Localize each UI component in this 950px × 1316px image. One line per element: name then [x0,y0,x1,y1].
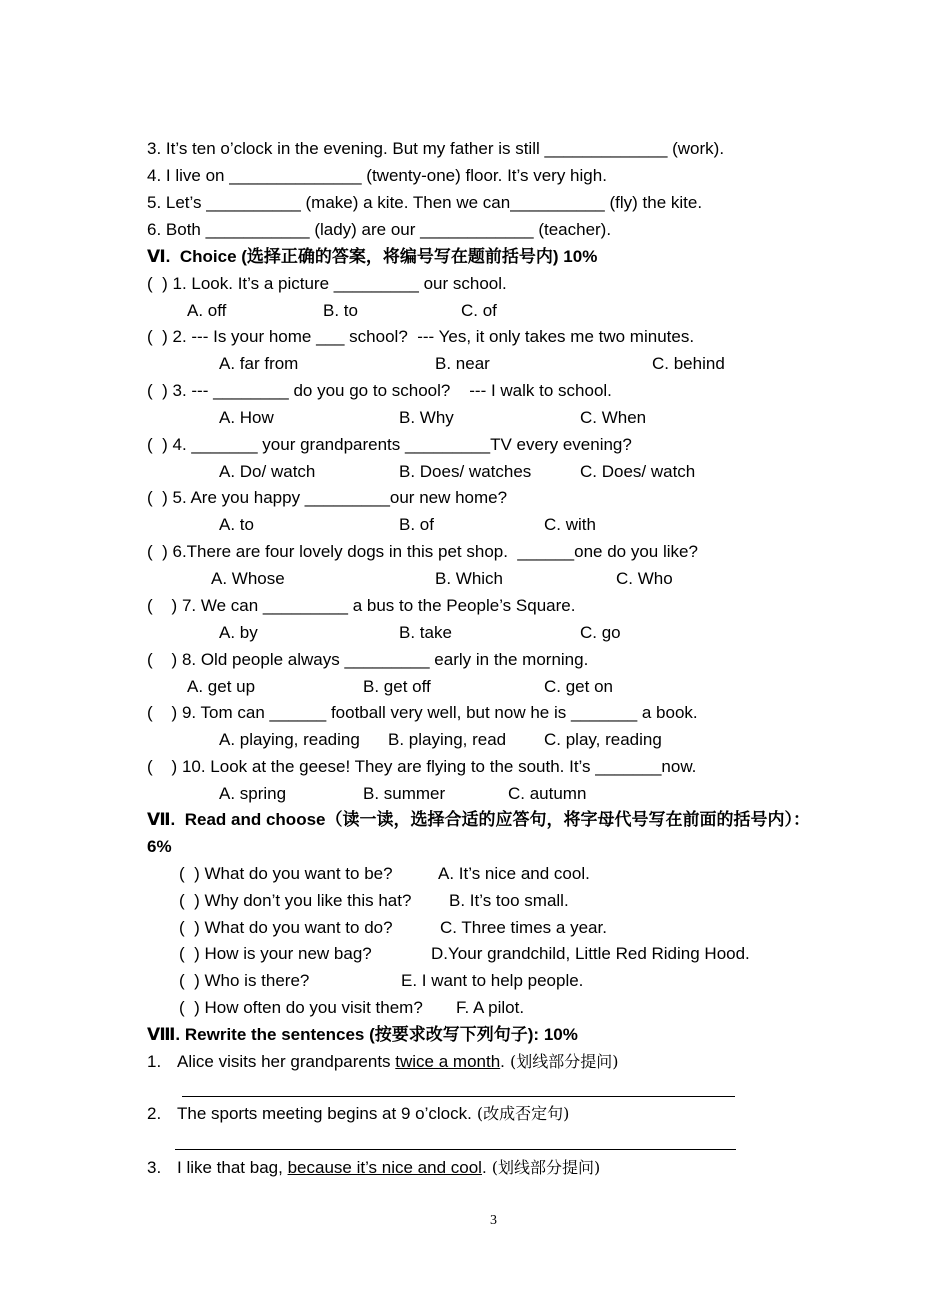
rewrite-number-1: 1. [147,1052,162,1071]
q3-option-a: A. How [219,408,274,427]
match-answer-e: E. I want to help people. [401,971,584,990]
match-answer-d: D.Your grandchild, Little Red Riding Hood. [431,944,750,963]
rewrite-1-text: Alice visits her grandparents [177,1052,396,1071]
q6-option-a: A. Whose [211,569,285,588]
rewrite-1-period: . [500,1052,505,1071]
q6-option-c: C. Who [616,569,673,588]
fill-item-3: 3. It’s ten o’clock in the evening. But my father is still _____________ (work). [147,139,725,158]
fill-item-5: 5. Let’s __________ (make) a kite. Then we can__________ (fly) the kite. [147,193,703,212]
q9-option-b: B. playing, read [388,730,507,749]
match-answer-f: F. A pilot. [456,998,525,1017]
match-answer-a: A. It’s nice and cool. [438,864,590,883]
section6-heading: Ⅵ. Choice (选择正确的答案，将编号写在题前括号内) 10% [147,247,598,266]
q7-option-b: B. take [399,623,452,642]
q4-option-b: B. Does/ watches [399,462,532,481]
rewrite-2-instruction: (改成否定句) [471,1104,570,1123]
rewrite-3-underlined: because it’s nice and cool [287,1158,482,1177]
q9-option-c: C. play, reading [544,730,662,749]
answer-line-1 [182,1096,735,1097]
match-answer-c: C. Three times a year. [440,918,607,937]
question-8: ( ) 8. Old people always _________ early in the morning. [147,650,589,669]
q4-option-a: A. Do/ watch [219,462,316,481]
answer-line-2 [175,1149,736,1150]
q5-option-b: B. of [399,515,434,534]
q1-option-b: B. to [323,301,358,320]
page-number: 3 [490,1213,497,1228]
question-6: ( ) 6.There are four lovely dogs in this pet shop. ______one do you like? [147,542,698,561]
fill-item-6: 6. Both ___________ (lady) are our ____________ (teacher). [147,220,612,239]
match-question-3: ( ) What do you want to do? [179,918,393,937]
question-1: ( ) 1. Look. It’s a picture _________ our school. [147,274,507,293]
question-3: ( ) 3. --- ________ do you go to school? --- I walk to school. [147,381,612,400]
q2-option-a: A. far from [219,354,299,373]
match-question-1: ( ) What do you want to be? [179,864,393,883]
q7-option-c: C. go [580,623,621,642]
rewrite-number-2: 2. [147,1104,162,1123]
q5-option-a: A. to [219,515,254,534]
q5-option-c: C. with [544,515,596,534]
question-5: ( ) 5. Are you happy _________our new home? [147,488,508,507]
section7-heading-percent: 6% [147,837,172,856]
q9-option-a: A. playing, reading [219,730,360,749]
q7-option-a: A. by [219,623,258,642]
q8-option-a: A. get up [187,677,256,696]
section7-heading: Ⅶ. Read and choose（读一读，选择合适的应答句，将字母代号写在前面的括号内）： [147,810,810,829]
question-4: ( ) 4. _______ your grandparents _________TV every evening? [147,435,632,454]
rewrite-sentence-2 [177,1104,569,1124]
rewrite-3-text: I like that bag, [177,1158,288,1177]
q8-option-b: B. get off [363,677,431,696]
q3-option-c: C. When [580,408,647,427]
q6-option-b: B. Which [435,569,504,588]
q2-option-c: C. behind [652,354,725,373]
q2-option-b: B. near [435,354,490,373]
q10-option-b: B. summer [363,784,446,803]
match-question-5: ( ) Who is there? [179,971,310,990]
match-question-4: ( ) How is your new bag? [179,944,372,963]
rewrite-3-instruction: (划线部分提问) [486,1158,601,1177]
fill-item-4: 4. I live on ______________ (twenty-one) floor. It’s very high. [147,166,607,185]
q3-option-b: B. Why [399,408,454,427]
rewrite-1-underlined: twice a month [395,1052,501,1071]
q1-option-c: C. of [461,301,497,320]
match-answer-b: B. It’s too small. [449,891,569,910]
match-question-2: ( ) Why don’t you like this hat? [179,891,412,910]
q8-option-c: C. get on [544,677,613,696]
match-question-6: ( ) How often do you visit them? [179,998,423,1017]
question-9: ( ) 9. Tom can ______ football very well, but now he is _______ a book. [147,703,698,722]
rewrite-2-text: The sports meeting begins at 9 o’clock. [177,1104,472,1123]
section8-heading: Ⅷ. Rewrite the sentences (按要求改写下列句子): 10% [147,1025,578,1044]
question-10: ( ) 10. Look at the geese! They are flying to the south. It’s _______now. [147,757,697,776]
rewrite-1-instruction: (划线部分提问) [504,1052,619,1071]
question-2: ( ) 2. --- Is your home ___ school? --- Yes, it only takes me two minutes. [147,327,695,346]
q10-option-a: A. spring [219,784,287,803]
q1-option-a: A. off [187,301,227,320]
rewrite-sentence-1 [177,1052,618,1072]
question-7: ( ) 7. We can _________ a bus to the People’s Square. [147,596,576,615]
rewrite-number-3: 3. [147,1158,162,1177]
rewrite-sentence-3 [177,1158,600,1178]
q4-option-c: C. Does/ watch [580,462,696,481]
rewrite-3-period: . [481,1158,487,1177]
q10-option-c: C. autumn [508,784,587,803]
